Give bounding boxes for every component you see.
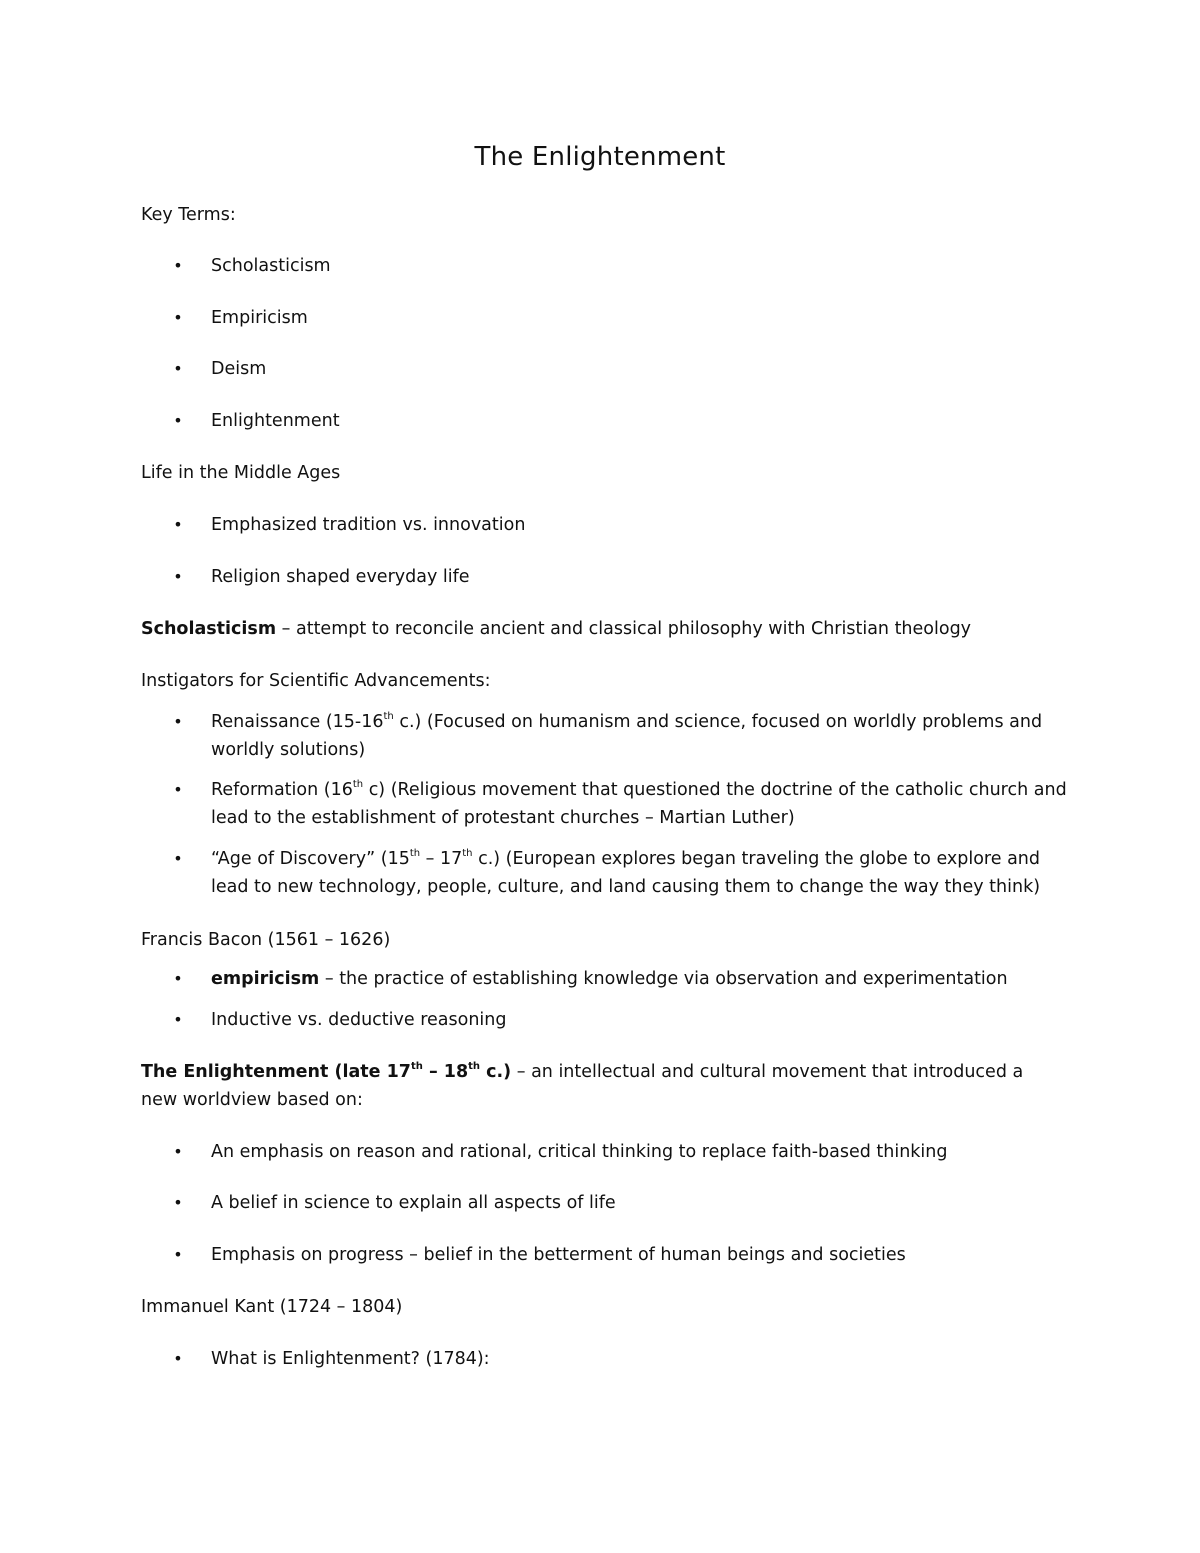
list-item bbox=[173, 407, 1071, 435]
list-item-text: Enlightenment bbox=[211, 411, 340, 431]
page-title: The Enlightenment bbox=[474, 142, 726, 172]
list-item-discovery bbox=[173, 845, 1071, 901]
list-item bbox=[173, 355, 1071, 383]
bullet-icon: • bbox=[173, 1245, 183, 1264]
bullet-icon: • bbox=[173, 712, 183, 731]
list-item-renaissance bbox=[173, 708, 1071, 764]
list-item bbox=[173, 252, 1071, 280]
list-item-reformation bbox=[173, 776, 1071, 832]
scholasticism-text: attempt to reconcile ancient and classical philosophy with Christian theology bbox=[295, 619, 972, 639]
key-terms-heading: Key Terms: bbox=[141, 205, 236, 225]
reformation-text-continued: c) (Religious movement that questioned the doctrine of the catholic church and lead to the establishment of protestant churches – Martian Luther) bbox=[211, 780, 1067, 828]
bullet-icon: • bbox=[173, 256, 183, 275]
enlightenment-term-text: The Enlightenment (late 17 bbox=[141, 1062, 411, 1082]
ordinal-suffix: th bbox=[383, 711, 394, 723]
enlightenment-term-mid: – 18 bbox=[422, 1062, 469, 1082]
list-item bbox=[173, 1138, 1071, 1166]
bullet-icon: • bbox=[173, 359, 183, 378]
empiricism-definition: the practice of establishing knowledge via observation and experimentation bbox=[339, 969, 1008, 989]
list-item bbox=[173, 1241, 1071, 1269]
bullet-icon: • bbox=[173, 1010, 183, 1029]
list-item-text: Scholasticism bbox=[211, 256, 331, 276]
bacon-heading: Francis Bacon (1561 – 1626) bbox=[141, 930, 391, 950]
list-item-text: Deism bbox=[211, 359, 267, 379]
enlightenment-definition bbox=[141, 1058, 1041, 1114]
list-item bbox=[173, 1006, 1071, 1034]
list-item-text: Emphasized tradition vs. innovation bbox=[211, 515, 526, 535]
list-item bbox=[173, 511, 1071, 539]
ordinal-suffix: th bbox=[409, 848, 421, 860]
bullet-icon: • bbox=[173, 849, 183, 868]
list-item bbox=[173, 1345, 1071, 1373]
discovery-text: “Age of Discovery” (15 bbox=[211, 849, 410, 869]
enlightenment-definition-text: – an intellectual and cultural movement that introduced a new worldview based on: bbox=[141, 1062, 1024, 1110]
bullet-icon: • bbox=[173, 1142, 183, 1161]
ordinal-suffix: th bbox=[468, 1061, 481, 1073]
renaissance-text: Renaissance (15-16 bbox=[211, 712, 384, 732]
list-item-empiricism bbox=[173, 965, 1071, 993]
bullet-icon: • bbox=[173, 567, 183, 586]
bullet-icon: • bbox=[173, 1193, 183, 1212]
enlightenment-term-end: c.) bbox=[480, 1062, 512, 1082]
renaissance-text-continued: c.) (Focused on humanism and science, focused on worldly problems and worldly solutions) bbox=[211, 712, 1043, 760]
ordinal-suffix: th bbox=[462, 848, 473, 860]
ordinal-suffix: th bbox=[352, 779, 364, 791]
list-item bbox=[173, 563, 1071, 591]
ordinal-suffix: th bbox=[410, 1061, 423, 1073]
empiricism-term: empiricism bbox=[211, 969, 320, 989]
list-item-text: What is Enlightenment? (1784): bbox=[211, 1349, 490, 1369]
list-item-text: Inductive vs. deductive reasoning bbox=[211, 1010, 507, 1030]
discovery-text-mid: – 17 bbox=[420, 849, 463, 869]
reformation-text: Reformation (16 bbox=[211, 780, 353, 800]
list-item-text: Emphasis on progress – belief in the betterment of human beings and societies bbox=[211, 1245, 906, 1265]
scholasticism-definition bbox=[141, 615, 971, 643]
discovery-text-continued: c.) (European explores began traveling the globe to explore and lead to new technology, people, culture, and land causing them to change the way they think) bbox=[211, 849, 1041, 897]
bullet-icon: • bbox=[173, 1349, 183, 1368]
bullet-icon: • bbox=[173, 515, 183, 534]
bullet-icon: • bbox=[173, 308, 183, 327]
bullet-icon: • bbox=[173, 780, 183, 799]
list-item bbox=[173, 304, 1071, 332]
list-item-text: An emphasis on reason and rational, critical thinking to replace faith-based thinking bbox=[211, 1142, 948, 1162]
bullet-icon: • bbox=[173, 411, 183, 430]
dash-separator: – bbox=[324, 969, 334, 989]
scholasticism-term: Scholasticism bbox=[141, 619, 277, 639]
instigators-heading: Instigators for Scientific Advancements: bbox=[141, 671, 491, 691]
kant-heading: Immanuel Kant (1724 – 1804) bbox=[141, 1297, 403, 1317]
list-item bbox=[173, 1189, 1071, 1217]
list-item-text: Religion shaped everyday life bbox=[211, 567, 470, 587]
list-item-text: Empiricism bbox=[211, 308, 308, 328]
list-item-text: A belief in science to explain all aspects of life bbox=[211, 1193, 616, 1213]
dash-separator: – bbox=[281, 619, 291, 639]
middle-ages-heading: Life in the Middle Ages bbox=[141, 463, 341, 483]
enlightenment-term bbox=[141, 1062, 511, 1082]
bullet-icon: • bbox=[173, 969, 183, 988]
